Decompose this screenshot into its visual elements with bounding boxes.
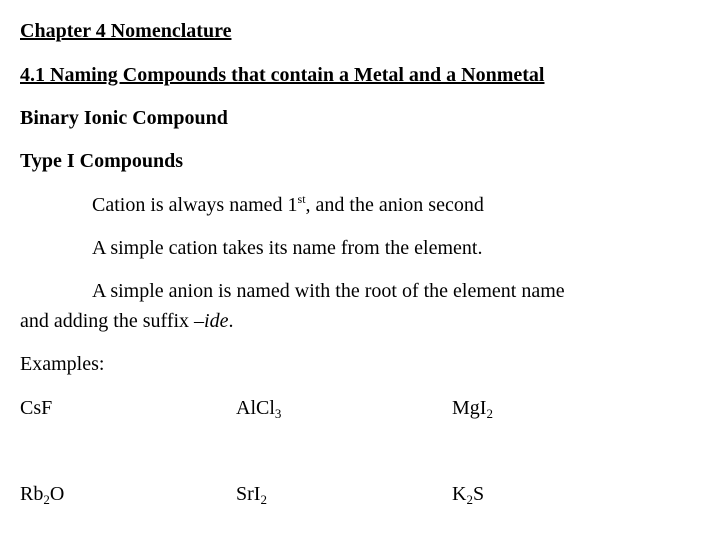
formula-base: MgI [452,397,487,419]
formula-tail: O [49,483,65,505]
example-formula [452,482,484,506]
formula-base: CsF [20,397,53,419]
rule-cation-order-text: Cation is always named 1 [92,194,298,216]
example-formula [236,396,281,420]
suffix-ide: –ide [194,310,229,332]
example-formula [452,396,493,420]
subheading: Binary Ionic Compound [20,107,228,129]
formula-subscript: 3 [274,406,282,421]
type-heading: Type I Compounds [20,150,184,172]
ordinal-suffix: st [297,192,306,206]
rule-anion-text: and adding the suffix [20,310,195,332]
section-heading: 4.1 Naming Compounds that contain a Metal and a Nonmetal [20,64,545,86]
formula-base: AlCl [236,397,275,419]
rule-anion-name-line2 [20,309,233,333]
formula-subscript: 2 [486,406,493,421]
formula-base: K [452,483,467,505]
rule-cation-order-tail: , and the anion second [305,194,484,216]
chapter-heading: Chapter 4 Nomenclature [20,20,232,42]
rule-anion-name-line1: A simple anion is named with the root of the element name [92,280,565,302]
formula-subscript: 2 [43,492,50,507]
formula-tail: S [472,483,485,505]
examples-label: Examples: [20,353,105,375]
rule-cation-order [92,193,484,217]
formula-subscript: 2 [466,492,473,507]
rule-cation-name: A simple cation takes its name from the element. [92,237,483,259]
rule-anion-period: . [228,310,234,332]
example-formula [20,396,52,420]
formula-base: Rb [20,483,44,505]
formula-subscript: 2 [260,492,267,507]
example-formula [20,482,64,506]
formula-base: SrI [236,483,261,505]
example-formula [236,482,267,506]
